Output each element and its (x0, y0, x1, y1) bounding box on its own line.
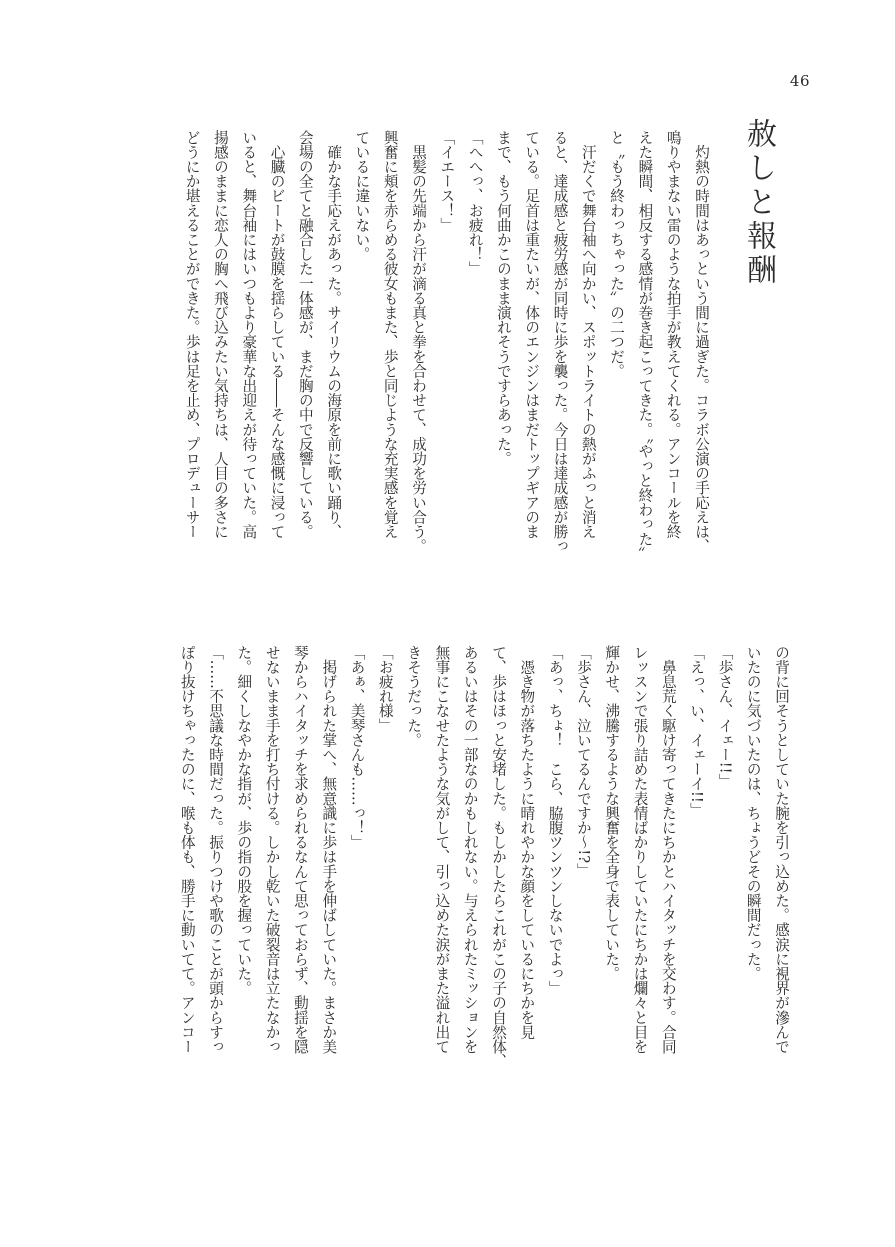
text-line: まで、もう何曲かこのまま演れそうですらあった。 (494, 130, 512, 466)
text-line: の背に回そうとしていた腕を引っ込めた。感涙に視界が滲んで (773, 645, 790, 1054)
text-line: 灼熱の時間はあっという間に過ぎた。コラボ公演の手応えは、 (693, 130, 710, 554)
text-line: レッスンで張り詰めた表情ばかりしていたにちかは爛々と目を (631, 645, 649, 1054)
text-line: 汗だくで舞台袖へ向かい、スポットライトの熱がふっと消え (579, 130, 597, 539)
text-line: 「えっ、い、イェーイ!!」 (688, 645, 706, 818)
text-line: 「イエース！」 (438, 130, 456, 233)
text-line: 「……不思議な時間だった。振りつけや歌のことが頭からすっ (207, 645, 225, 1054)
text-line: 黒髪の先端から汗が滴る真と拳を合わせて、成功を労い合う。 (410, 130, 428, 554)
text-line: ぽり抜けちゃったのに、喉も体も、勝手に動いてて。アンコー (178, 645, 196, 1054)
text-line: 揚感のままに恋人の胸へ飛び込みたい気持ちは、人目の多さに (211, 130, 229, 539)
text-line: 確かな手応えがあった。サイリウムの海原を前に歌い踊り、 (325, 130, 343, 539)
text-line: と〝もう終わっちゃった〟の二つだ。 (608, 130, 626, 379)
text-line: 憑き物が落ちたように晴れやかな顔をしているにちかを見 (518, 645, 536, 1040)
text-line: 掲げられた掌へ、無意識に歩は手を伸ばしていた。まさか美 (320, 645, 338, 1054)
text-line: せないまま手を打ち付ける。しかし乾いた破裂音は立たなかっ (263, 645, 281, 1054)
text-line: 鼻息荒く駆け寄ってきたにちかとハイタッチを交わす。合同 (659, 645, 677, 1054)
text-line: 琴からハイタッチを求められるなんて思っておらず、動揺を隠 (291, 645, 309, 1054)
text-line: た。細くしなやかな指が、歩の指の股を握っていた。 (235, 645, 253, 996)
text-line: 輝かせ、沸騰するような興奮を全身で表していた。 (603, 645, 621, 981)
text-line: 鳴りやまない雷のような拍手が教えてくれる。アンコールを終 (664, 130, 682, 539)
text-line: て、歩はほっと安堵した。もしかしたらこれがこの子の自然体、 (490, 645, 508, 1069)
text-line: 会場の全てと融合した一体感が、まだ胸の中で反響している。 (296, 130, 314, 539)
text-line: 「あっ、ちょ！ こら、脇腹ツンツンしないでよっ」 (546, 645, 564, 996)
text-line: いると、舞台袖にはいつもより豪華な出迎えが待っていた。高 (240, 130, 258, 539)
text-line: 「へへっ、お疲れ！」 (466, 130, 484, 276)
text-line: きそうだった。 (405, 645, 423, 748)
text-line: 無事にこなせたような気がして、引っ込めた涙がまた溢れ出て (433, 645, 451, 1054)
text-line: 「歩さん、泣いてるんですか〜!?」 (574, 645, 592, 878)
page-number: 46 (789, 72, 810, 90)
text-line: いたのに気づいたのは、ちょうどその瞬間だった。 (744, 645, 762, 981)
text-block-lower (175, 645, 795, 1125)
text-line: 「歩さん、イェー!!」 (716, 645, 734, 789)
text-line: 「あぁ、美琴さんも……っ！」 (348, 645, 366, 850)
text-line: 「お疲れ様」 (376, 645, 394, 733)
text-block-upper (175, 130, 715, 610)
text-line: あるいはその一部なのかもしれない。与えられたミッションを (461, 645, 479, 1054)
text-line: えた瞬間、相反する感情が巻き起こってきた。〝やっと終わった〟 (636, 130, 654, 561)
text-line: ている。足首は重たいが、体のエンジンはまだトップギアのま (523, 130, 541, 539)
text-line: 心臓のビートが鼓膜を揺らしている――そんな感慨に浸って (268, 130, 286, 539)
text-line: 興奮に頬を赤らめる彼女もまた、歩と同じような充実感を覚え (381, 130, 399, 539)
text-line: ているに違いない。 (353, 130, 371, 262)
chapter-title: 赦しと報酬 (741, 118, 776, 288)
text-line: ると、達成感と疲労感が同時に歩を襲った。今日は達成感が勝っ (551, 130, 569, 554)
text-line: どうにか堪えることができた。歩は足を止め、プロデューサー (183, 130, 201, 539)
